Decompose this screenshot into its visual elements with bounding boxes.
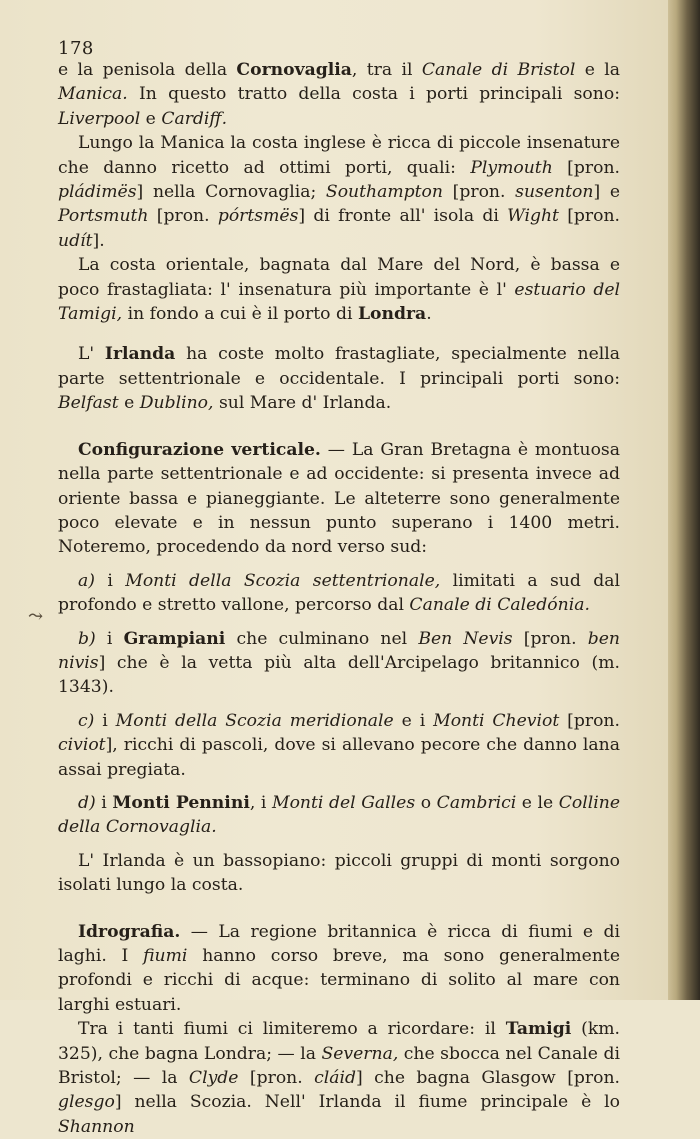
text-run: hanno corso breve, ma sono generalmente profondi e ricchi di acque: terminano di solito al mare con larghi estuari. — [58, 946, 620, 1015]
text-run: Tra i tanti fiumi ci limiteremo a ricordare: il — [78, 1019, 506, 1040]
text-run: i — [94, 710, 116, 731]
italic-text: a) — [78, 570, 95, 591]
text-run: Lungo la Manica la costa inglese è ricca di piccole insenature che danno ricetto ad ottimi porti, quali: — [58, 133, 620, 178]
text-run: ] nella Cornovaglia; — [136, 182, 326, 203]
bold-text: Grampiani — [123, 628, 226, 649]
text-run: [pron. — [558, 206, 620, 227]
page-text — [58, 58, 620, 1139]
italic-text: Manica. — [58, 84, 128, 105]
text-run: [pron. — [148, 206, 218, 227]
bold-text: Cornovaglia — [236, 60, 352, 80]
text-run: , i — [249, 792, 272, 813]
paragraph — [58, 569, 620, 618]
italic-text: Clyde — [188, 1068, 239, 1089]
text-run: limitati a sud dal profondo e stretto vallone, percorso dal — [58, 570, 620, 616]
paragraph — [58, 791, 620, 840]
italic-text: Monti Cheviot — [433, 710, 560, 731]
italic-text: glesgo — [58, 1092, 115, 1113]
text-run: ], ricchi di pascoli, dove si allevano pecore che danno lana assai pregiata. — [58, 735, 620, 780]
text-run: . — [426, 304, 432, 325]
italic-text: Monti della Scozia settentrionale, — [125, 570, 441, 591]
italic-text: Ben Nevis — [418, 628, 513, 649]
text-run: e la — [575, 60, 621, 80]
italic-text: susenton — [515, 182, 594, 203]
text-run: e la penisola della — [58, 60, 237, 80]
italic-text: Dublino, — [139, 393, 214, 414]
italic-text: Severna, — [321, 1043, 399, 1064]
text-run: che sbocca nel Canale di Bristol; — la — [58, 1043, 620, 1089]
paragraph — [58, 342, 620, 415]
text-run: in fondo a cui è il porto di — [122, 304, 358, 325]
italic-text: Wight — [507, 206, 559, 227]
italic-text: Liverpool — [58, 108, 141, 129]
paragraph — [58, 627, 620, 700]
bold-text: Monti Pennini — [112, 792, 250, 813]
text-run: ha coste molto frastagliate, specialmente nella parte settentrionale e occidentale. I principali porti sono: — [58, 344, 620, 389]
italic-text: Portsmuth — [58, 206, 149, 227]
bold-text: Tamigi — [505, 1019, 572, 1040]
text-run: ]. — [92, 230, 105, 251]
paragraph — [58, 920, 620, 1018]
page-number: 178 — [58, 38, 94, 59]
paragraph — [58, 709, 620, 782]
text-run: La costa orientale, bagnata dal Mare del Nord, è bassa e poco frastagliata: l' insenatura più importante è l' — [58, 255, 620, 300]
text-run: i — [95, 792, 113, 813]
italic-text: Cardiff. — [161, 108, 228, 129]
text-run: [pron. — [238, 1068, 315, 1089]
text-run: — La regione britannica è ricca di fiumi e di laghi. I — [58, 921, 620, 966]
text-run: ] nella Scozia. Nell' Irlanda il fiume principale è lo — [114, 1092, 620, 1113]
page-binding-edge — [668, 0, 700, 1000]
margin-mark: ⤳ — [28, 606, 44, 627]
paragraph — [58, 1017, 620, 1139]
italic-text: b) — [78, 628, 96, 649]
text-run: e le — [516, 792, 559, 813]
text-run: In questo tratto della costa i porti principali sono: — [127, 84, 620, 105]
text-run: [pron. — [559, 710, 620, 731]
italic-text: Shannon — [58, 1116, 135, 1137]
text-run: che culminano nel — [225, 628, 419, 649]
italic-text: Monti della Scozia meridionale — [115, 710, 394, 731]
italic-text: Monti del Galles — [271, 792, 416, 813]
text-run: L' Irlanda è un bassopiano: piccoli gruppi di monti sorgono isolati lungo la costa. — [58, 850, 620, 896]
bold-text: Londra — [357, 304, 427, 325]
text-run: e — [140, 108, 162, 129]
italic-text: civiot — [58, 735, 106, 756]
paragraph — [58, 131, 620, 253]
text-run: , tra il — [351, 60, 422, 80]
paragraph — [58, 438, 620, 560]
italic-text: c) — [78, 710, 95, 731]
text-run: e — [118, 393, 140, 414]
text-run: sul Mare d' Irlanda. — [213, 393, 392, 414]
text-run: — La Gran Bretagna è montuosa nella parte settentrionale e ad occidente: si presenta invece ad oriente bassa e pianeggiante. Le alteterre sono generalmente poco elevate e in nessun punto superano i 1400 metri. Noteremo, procedendo da nord verso sud: — [58, 439, 620, 558]
italic-text: cláid — [314, 1068, 356, 1089]
italic-text: Southampton — [325, 182, 443, 203]
text-run: i — [95, 628, 124, 649]
italic-text: Colline della Cornovaglia. — [58, 792, 621, 838]
italic-text: Canale di Caledónia. — [409, 595, 590, 616]
text-run: ] e — [593, 182, 621, 203]
bold-text: Idrografia. — [78, 921, 181, 942]
italic-text: estuario del Tamigi, — [58, 279, 620, 325]
italic-text: udít — [58, 230, 93, 251]
text-run: [pron. — [512, 628, 588, 649]
text-run: [pron. — [552, 157, 620, 178]
text-run: o — [415, 792, 437, 813]
text-run: [pron. — [442, 182, 516, 203]
italic-text: ben nivis — [58, 628, 620, 673]
italic-text: fiumi — [143, 946, 188, 966]
italic-text: pládimës — [58, 182, 137, 203]
italic-text: d) — [78, 792, 96, 813]
text-run: ] che bagna Glasgow [pron. — [356, 1068, 621, 1089]
text-run: L' — [78, 344, 105, 365]
italic-text: Canale di Bristol — [421, 60, 576, 80]
italic-text: Belfast — [58, 393, 119, 414]
text-run: i — [94, 570, 126, 591]
text-run: e i — [393, 710, 434, 731]
text-run: ] di fronte all' isola di — [298, 206, 508, 227]
paragraph — [58, 849, 620, 898]
italic-text: pórtsmës — [217, 206, 299, 227]
paragraph — [58, 58, 620, 131]
text-run: ] che è la vetta più alta dell'Arcipelago britannico (m. 1343). — [58, 652, 620, 698]
bold-text: Configurazione verticale. — [78, 439, 321, 460]
italic-text: Cambrici — [436, 792, 517, 813]
paragraph — [58, 253, 620, 326]
bold-text: Irlanda — [104, 344, 176, 365]
italic-text: Plymouth — [470, 157, 553, 178]
text-run: (km. 325), che bagna Londra; — la — [58, 1019, 620, 1064]
